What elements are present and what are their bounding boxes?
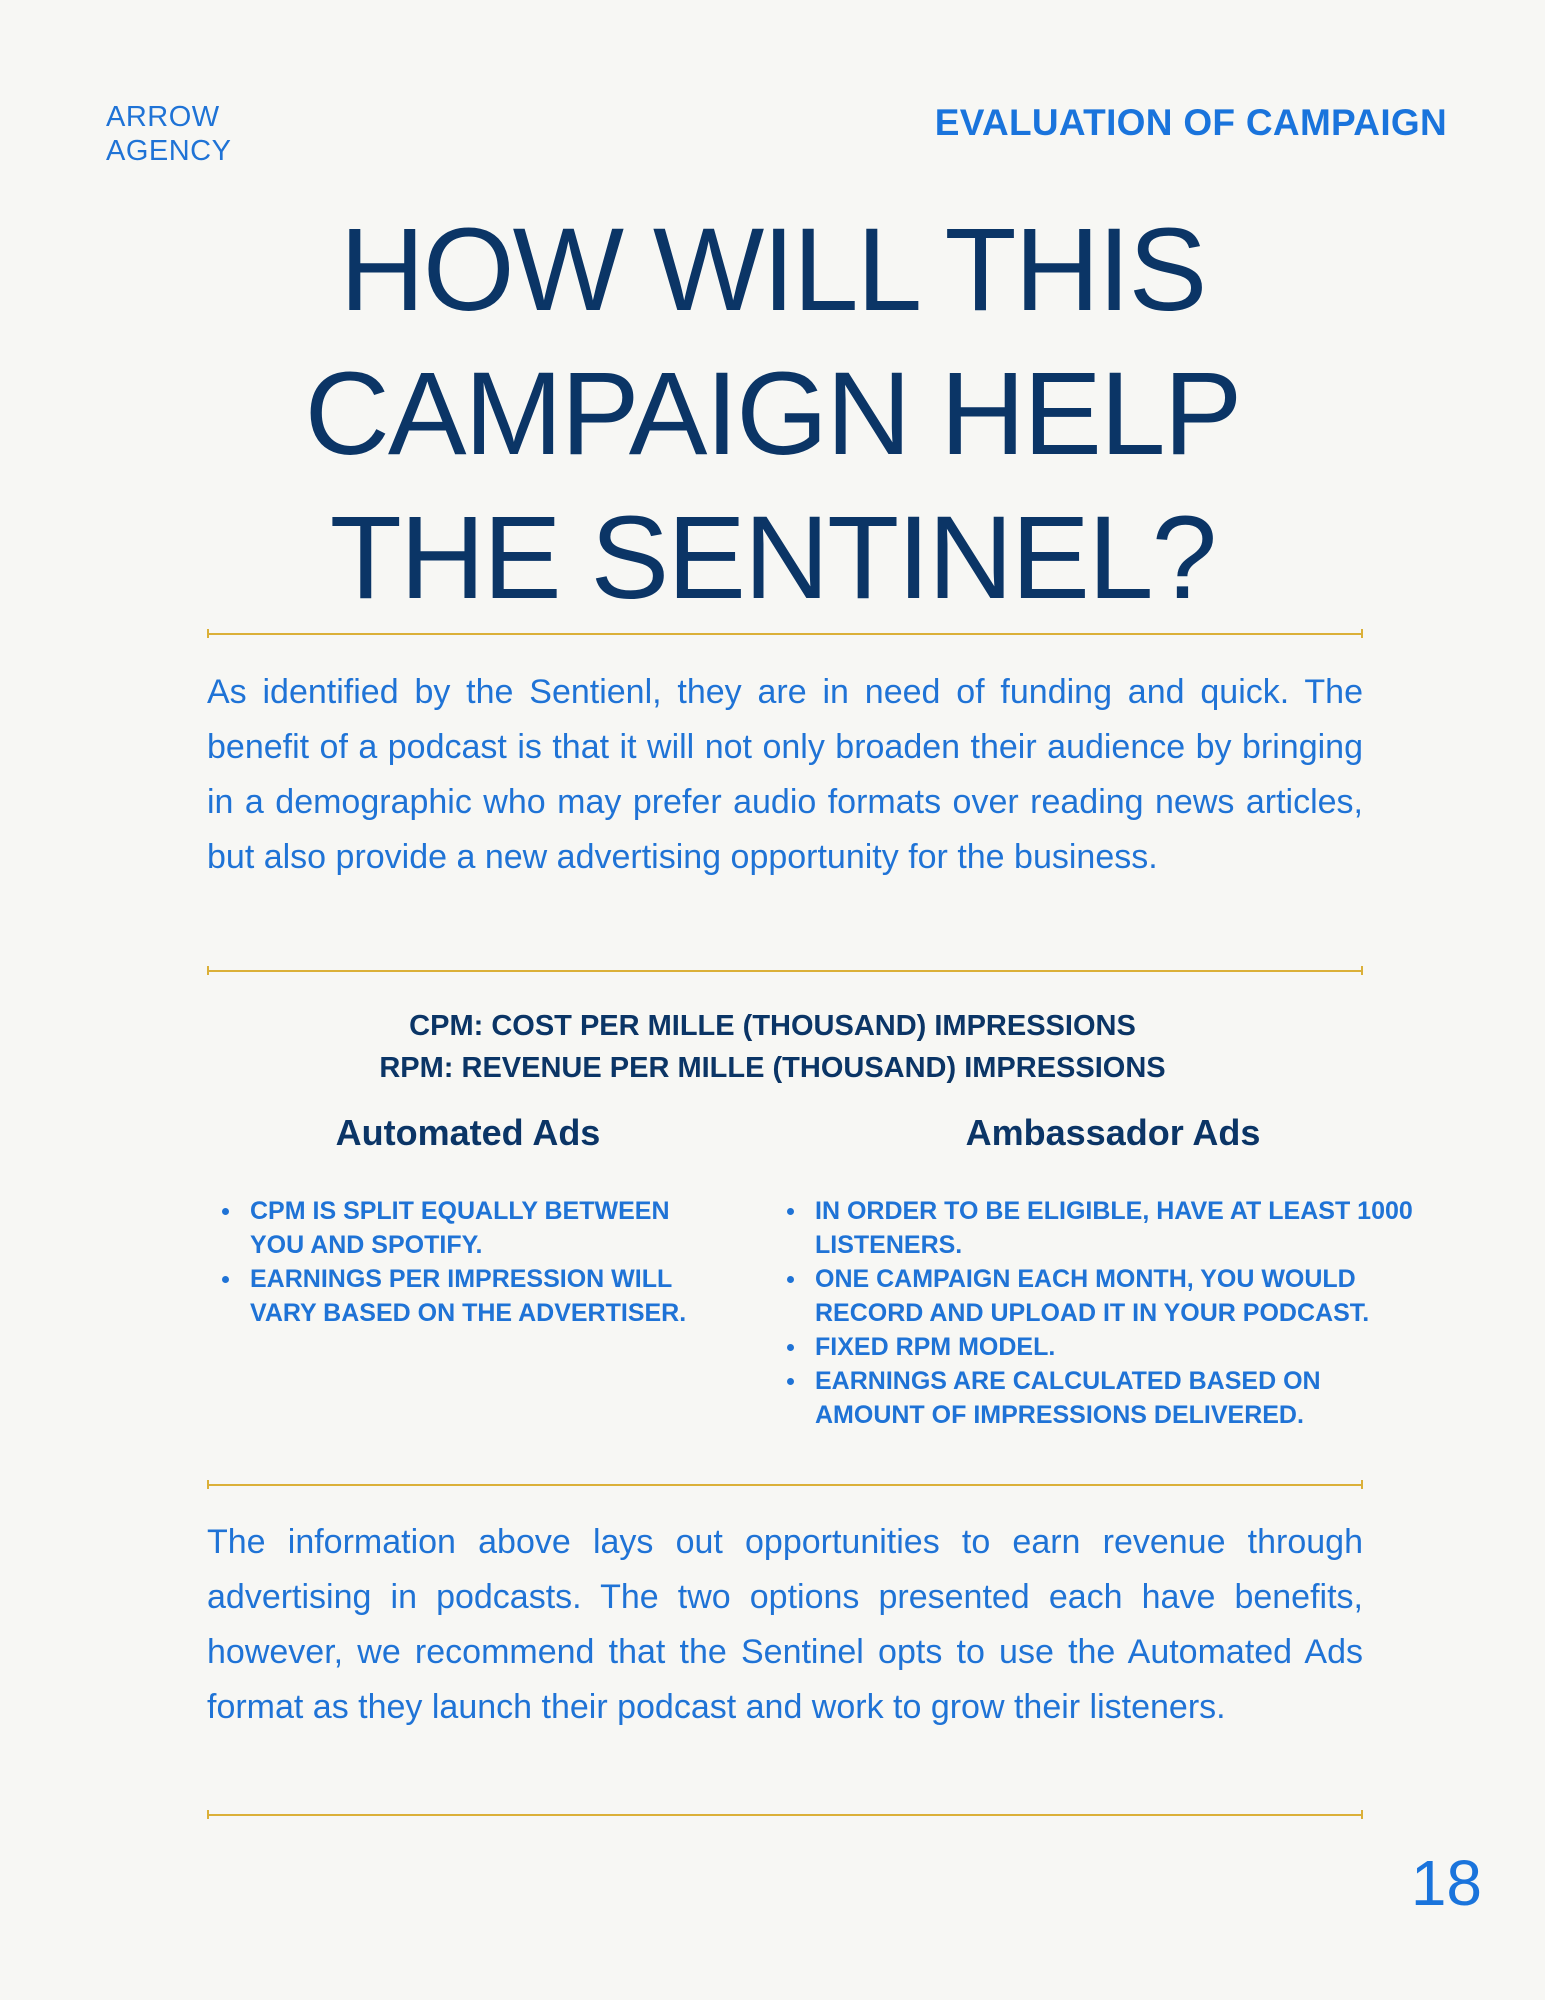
automated-ads-heading: Automated Ads xyxy=(335,1112,601,1153)
gold-divider xyxy=(207,633,1363,635)
gold-divider xyxy=(207,970,1363,972)
page-headline xyxy=(0,198,1545,630)
conclusion-paragraph: The information above lays out opportunities to earn revenue through advertising in podcasts. The two options presented each have benefits, however, we recommend that the Sentinel opts to use the Automated Ads format as they launch their podcast and work to grow their listeners. xyxy=(207,1523,1363,1726)
ambassador-ads-list xyxy=(772,1194,1432,1432)
automated-ads-list xyxy=(207,1194,727,1330)
brand-line-2: AGENCY xyxy=(106,135,232,167)
gold-divider xyxy=(207,1484,1363,1486)
section-title: EVALUATION OF CAMPAIGN xyxy=(934,102,1447,143)
gold-divider xyxy=(207,1814,1363,1816)
definitions-block xyxy=(0,1005,1545,1089)
headline-line-2: CAMPAIGN HELP xyxy=(304,348,1241,480)
list-item: CPM IS SPLIT EQUALLY BETWEEN YOU AND SPOTIFY. xyxy=(207,1194,727,1262)
agency-brand xyxy=(106,100,231,168)
headline-line-1: HOW WILL THIS xyxy=(339,204,1206,336)
rpm-definition: RPM: REVENUE PER MILLE (THOUSAND) IMPRESSIONS xyxy=(379,1052,1166,1084)
list-item: ONE CAMPAIGN EACH MONTH, YOU WOULD RECORD AND UPLOAD IT IN YOUR PODCAST. xyxy=(772,1262,1432,1330)
ambassador-ads-heading: Ambassador Ads xyxy=(965,1112,1261,1153)
list-item: IN ORDER TO BE ELIGIBLE, HAVE AT LEAST 1000 LISTENERS. xyxy=(772,1194,1432,1262)
cpm-definition: CPM: COST PER MILLE (THOUSAND) IMPRESSIONS xyxy=(409,1010,1136,1042)
intro-paragraph: As identified by the Sentienl, they are in need of funding and quick. The benefit of a podcast is that it will not only broaden their audience by bringing in a demographic who may prefer audio formats over reading news articles, but also provide a new advertising opportunity for the business. xyxy=(207,673,1363,876)
brand-line-1: ARROW xyxy=(106,101,220,133)
list-item: FIXED RPM MODEL. xyxy=(772,1330,1432,1364)
headline-line-3: THE SENTINEL? xyxy=(329,492,1216,624)
page-number: 18 xyxy=(1410,1847,1482,1919)
list-item: EARNINGS ARE CALCULATED BASED ON AMOUNT OF IMPRESSIONS DELIVERED. xyxy=(772,1364,1432,1432)
list-item: EARNINGS PER IMPRESSION WILL VARY BASED ON THE ADVERTISER. xyxy=(207,1262,727,1330)
